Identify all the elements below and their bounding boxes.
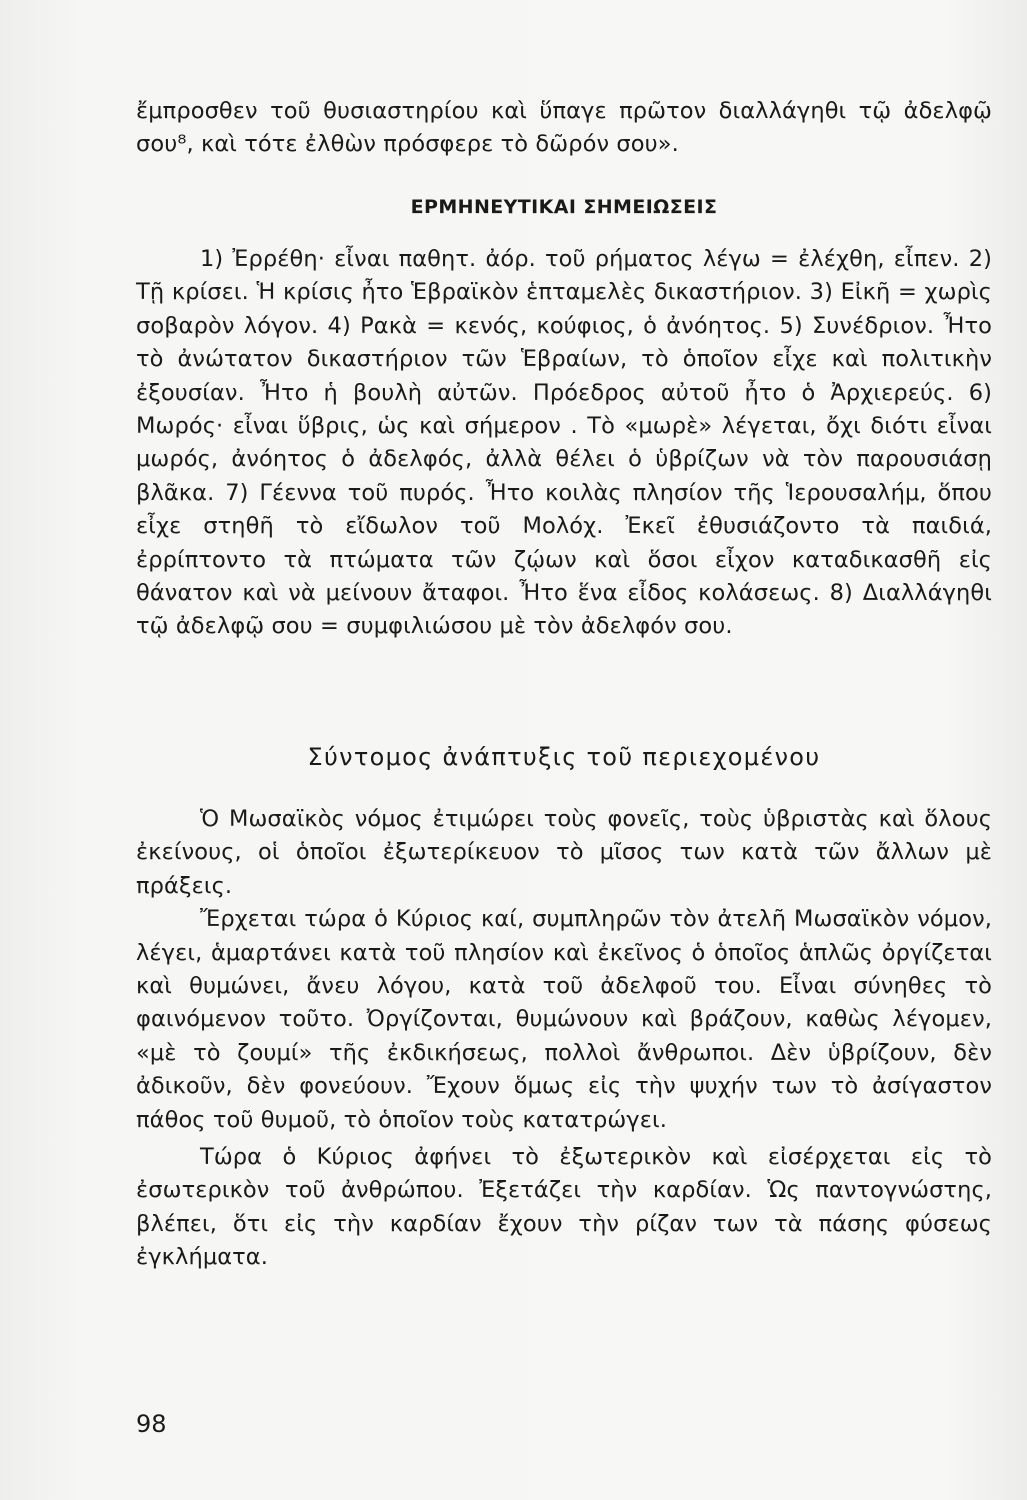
intro-paragraph: ἔμπροσθεν τοῦ θυσιαστηρίου καὶ ὕπαγε πρῶτον διαλλάγηθι τῷ ἀδελφῷ σου⁸, καὶ τότε ἐλθὼν πρόσφερε τὸ δῶρόν σου». (136, 98, 992, 158)
notes-paragraph: 1) Ἐρρέθη· εἶναι παθητ. ἀόρ. τοῦ ρήματος λέγω = ἐλέχθη, εἶπεν. 2) Τῇ κρίσει. Ἡ κρίσις ἦτο Ἑβραϊκὸν ἑπταμελὲς δικαστήριον. 3) Εἰκῆ = χωρὶς σοβαρὸν λόγον. 4) Ρακὰ = κενός, κούφιος, ὁ ἀνόητος. 5) Συνέδριον. Ἦτο τὸ ἀνώτατον δικαστήριον τῶν Ἑβραίων, τὸ ὁποῖον εἶχε καὶ πολιτικὴν ἐξουσίαν. Ἦτο ἡ βουλὴ αὐτῶν. Πρόεδρος αὐτοῦ ἦτο ὁ Ἀρχιερεύς. 6) Μωρός· εἶναι ὕβρις, ὡς καὶ σήμερον . Τὸ «μωρὲ» λέγεται, ὄχι διότι εἶναι μωρός, ἀνόητος ὁ ἀδελφός, ἀλλὰ θέλει ὁ ὑβρίζων νὰ τὸν παρουσιάσῃ βλᾶκα. 7) Γέεννα τοῦ πυρός. Ἦτο κοιλὰς πλησίον τῆς Ἱερουσαλήμ, ὅπου εἶχε στηθῆ τὸ εἴδωλον τοῦ Μολόχ. Ἐκεῖ ἐθυσιάζοντο τὰ παιδιά, ἐρρίπτοντο τὰ πτώματα τῶν ζῴων καὶ ὅσοι εἶχον καταδικασθῆ εἰς θάνατον καὶ νὰ μείνουν ἄταφοι. Ἦτο ἕνα εἶδος κολάσεως. 8) Διαλλάγηθι τῷ ἀδελφῷ σου = συμφιλιώσου μὲ τὸν ἀδελφόν σου. (136, 246, 992, 640)
summary-paragraph: Ὁ Μωσαϊκὸς νόμος ἐτιμώρει τοὺς φονεῖς, τοὺς ὑβριστὰς καὶ ὅλους ἐκείνους, οἱ ὁποῖοι ἐξωτερίκευον τὸ μῖσος των κατὰ τῶν ἄλλων μὲ πράξεις. (136, 806, 992, 899)
intro-text-block (136, 95, 992, 162)
notes-heading: ΕΡΜΗΝΕΥΤΙΚΑΙ ΣΗΜΕΙΩΣΕΙΣ (410, 196, 718, 218)
summary-paragraph: Ἔρχεται τώρα ὁ Κύριος καί, συμπληρῶν τὸν ἀτελῆ Μωσαϊκὸν νόμον, λέγει, ἁμαρτάνει κατὰ τοῦ πλησίον καὶ ἐκεῖνος ὁ ὁποῖος ἁπλῶς ὀργίζεται καὶ θυμώνει, ἄνευ λόγου, κατὰ τοῦ ἀδελφοῦ του. Εἶναι σύνηθες τὸ φαινόμενον τοῦτο. Ὀργίζονται, θυμώνουν καὶ βράζουν, καθὼς λέγομεν, «μὲ τὸ ζουμί» τῆς ἐκδικήσεως, πολλοὶ ἄνθρωποι. Δὲν ὑβρίζουν, δὲν ἀδικοῦν, δὲν φονεύουν. Ἔχουν ὅμως εἰς τὴν ψυχήν των τὸ ἀσίγαστον πάθος τοῦ θυμοῦ, τὸ ὁποῖον τοὺς κατατρώγει. (136, 906, 992, 1133)
summary-text-block (136, 803, 992, 1275)
notes-text-block (136, 243, 992, 644)
summary-paragraph: Τώρα ὁ Κύριος ἀφήνει τὸ ἐξωτερικὸν καὶ εἰσέρχεται εἰς τὸ ἐσωτερικὸν τοῦ ἀνθρώπου. Ἐξετάζει τὴν καρδίαν. Ὡς παντογνώστης, βλέπει, ὅτι εἰς τὴν καρδίαν ἔχουν τὴν ρίζαν των τὰ πάσης φύσεως ἐγκλήματα. (136, 1144, 992, 1271)
summary-title: Σύντομος ἀνάπτυξις τοῦ περιεχομένου (307, 743, 821, 771)
page-number: 98 (136, 1410, 167, 1438)
